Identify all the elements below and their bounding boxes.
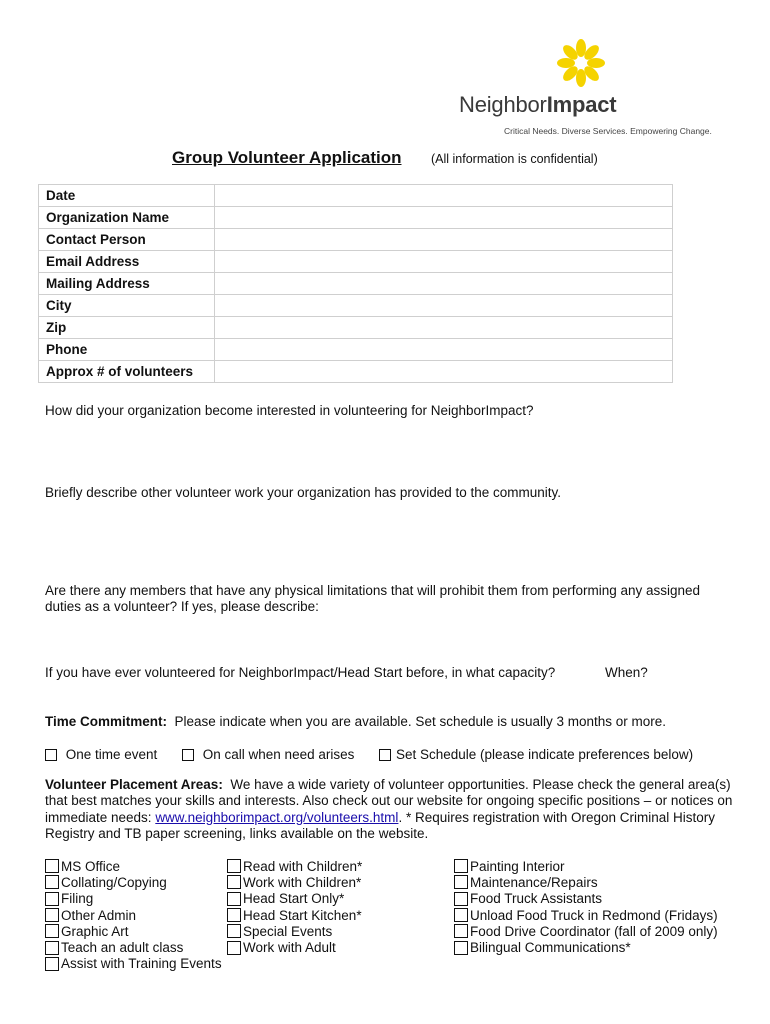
item-label: Painting Interior bbox=[470, 858, 565, 874]
table-row bbox=[39, 229, 673, 251]
item-label: Maintenance/Repairs bbox=[470, 874, 598, 890]
item-label: Collating/Copying bbox=[61, 874, 167, 890]
checkbox[interactable] bbox=[227, 924, 241, 938]
logo-wordmark: NeighborImpact bbox=[459, 92, 617, 117]
list-item[interactable] bbox=[227, 858, 362, 874]
checkbox[interactable] bbox=[45, 957, 59, 971]
placement-areas-intro bbox=[45, 777, 735, 842]
list-item[interactable] bbox=[454, 907, 718, 923]
list-item[interactable] bbox=[45, 923, 222, 939]
table-row bbox=[39, 339, 673, 361]
field-label: Zip bbox=[39, 317, 215, 339]
checkbox[interactable] bbox=[227, 875, 241, 889]
volunteer-count-field[interactable] bbox=[215, 361, 673, 383]
item-label: Unload Food Truck in Redmond (Fridays) bbox=[470, 907, 718, 923]
areas-column-1 bbox=[45, 858, 222, 972]
list-item[interactable] bbox=[45, 858, 222, 874]
list-item[interactable] bbox=[454, 874, 718, 890]
confidential-note: (All information is confidential) bbox=[431, 152, 598, 166]
option-label: On call when need arises bbox=[202, 747, 355, 762]
option-set-schedule[interactable] bbox=[379, 747, 693, 762]
checkbox[interactable] bbox=[45, 924, 59, 938]
checkbox[interactable] bbox=[45, 908, 59, 922]
checkbox[interactable] bbox=[45, 859, 59, 873]
contact-person-field[interactable] bbox=[215, 229, 673, 251]
zip-field[interactable] bbox=[215, 317, 673, 339]
logo-tagline: Critical Needs. Diverse Services. Empowering Change. bbox=[504, 126, 712, 136]
placement-text: We have a wide variety of volunteer opportunities. Please check the general area(s) that best matches your skills and interests. Also check out our website for ongoing specific positions – or notices on immediate needs: bbox=[45, 777, 733, 825]
item-label: Bilingual Communications* bbox=[470, 940, 631, 956]
question-when: When? bbox=[605, 665, 648, 680]
areas-column-2 bbox=[227, 858, 362, 956]
table-row bbox=[39, 207, 673, 229]
mailing-address-field[interactable] bbox=[215, 273, 673, 295]
list-item[interactable] bbox=[454, 891, 718, 907]
placement-note: . * Requires registration with Oregon Criminal History Registry and TB paper screening, links available on the website. bbox=[45, 809, 716, 841]
list-item[interactable] bbox=[454, 858, 718, 874]
volunteers-link[interactable]: www.neighborimpact.org/volunteers.html bbox=[155, 809, 399, 825]
city-field[interactable] bbox=[215, 295, 673, 317]
item-label: Filing bbox=[61, 891, 94, 907]
contact-info-table bbox=[38, 184, 673, 383]
list-item[interactable] bbox=[227, 907, 362, 923]
table-row bbox=[39, 251, 673, 273]
checkbox[interactable] bbox=[454, 941, 468, 955]
list-item[interactable] bbox=[454, 923, 718, 939]
page-title: Group Volunteer Application bbox=[172, 148, 402, 167]
table-row bbox=[39, 361, 673, 383]
item-label: Head Start Kitchen* bbox=[243, 907, 362, 923]
checkbox[interactable] bbox=[45, 892, 59, 906]
item-label: Assist with Training Events bbox=[61, 956, 222, 972]
list-item[interactable] bbox=[45, 956, 222, 972]
item-label: Work with Children* bbox=[243, 874, 362, 890]
sunflower-icon bbox=[556, 38, 606, 88]
question-limitations: Are there any members that have any physical limitations that will prohibit them from performing any assigned duties as a volunteer? If yes, please describe: bbox=[45, 583, 701, 614]
list-item[interactable] bbox=[45, 939, 222, 955]
checkbox[interactable] bbox=[45, 941, 59, 955]
checkbox[interactable] bbox=[454, 875, 468, 889]
list-item[interactable] bbox=[45, 891, 222, 907]
table-row bbox=[39, 317, 673, 339]
item-label: Food Drive Coordinator (fall of 2009 only) bbox=[470, 923, 718, 939]
field-label: Date bbox=[39, 185, 215, 207]
field-label: Organization Name bbox=[39, 207, 215, 229]
option-on-call[interactable] bbox=[182, 747, 354, 762]
checkbox[interactable] bbox=[227, 908, 241, 922]
checkbox[interactable] bbox=[45, 875, 59, 889]
checkbox[interactable] bbox=[227, 859, 241, 873]
neighborimpact-logo bbox=[456, 38, 712, 142]
date-field[interactable] bbox=[215, 185, 673, 207]
item-label: Head Start Only* bbox=[243, 891, 345, 907]
list-item[interactable] bbox=[45, 907, 222, 923]
question-previous-volunteer: If you have ever volunteered for NeighborImpact/Head Start before, in what capacity? bbox=[45, 665, 556, 680]
checkbox[interactable] bbox=[454, 859, 468, 873]
item-label: Food Truck Assistants bbox=[470, 891, 603, 907]
list-item[interactable] bbox=[45, 874, 222, 890]
checkbox[interactable] bbox=[227, 941, 241, 955]
checkbox[interactable] bbox=[227, 892, 241, 906]
list-item[interactable] bbox=[227, 939, 362, 955]
checkbox[interactable] bbox=[454, 924, 468, 938]
checkbox[interactable] bbox=[379, 749, 391, 761]
option-label: One time event bbox=[65, 747, 158, 762]
checkbox[interactable] bbox=[182, 749, 194, 761]
placement-label: Volunteer Placement Areas: bbox=[45, 777, 223, 792]
question-interest: How did your organization become interested in volunteering for NeighborImpact? bbox=[45, 403, 534, 418]
item-label: MS Office bbox=[61, 858, 121, 874]
phone-field[interactable] bbox=[215, 339, 673, 361]
field-label: Email Address bbox=[39, 251, 215, 273]
table-row bbox=[39, 185, 673, 207]
field-label: Approx # of volunteers bbox=[39, 361, 215, 383]
item-label: Special Events bbox=[243, 923, 333, 939]
checkbox[interactable] bbox=[454, 908, 468, 922]
option-label: Set Schedule (please indicate preferences below) bbox=[396, 747, 694, 762]
item-label: Read with Children* bbox=[243, 858, 363, 874]
areas-column-3 bbox=[454, 858, 718, 956]
list-item[interactable] bbox=[227, 923, 362, 939]
item-label: Other Admin bbox=[61, 907, 137, 923]
item-label: Graphic Art bbox=[61, 923, 129, 939]
time-commitment bbox=[45, 714, 666, 729]
list-item[interactable] bbox=[454, 939, 718, 955]
time-commitment-text: Please indicate when you are available. Set schedule is usually 3 months or more. bbox=[174, 714, 667, 729]
time-commitment-label: Time Commitment: bbox=[45, 714, 168, 729]
field-label: City bbox=[39, 295, 215, 317]
table-row bbox=[39, 295, 673, 317]
field-label: Mailing Address bbox=[39, 273, 215, 295]
checkbox[interactable] bbox=[454, 892, 468, 906]
question-other-work: Briefly describe other volunteer work your organization has provided to the community. bbox=[45, 485, 562, 500]
table-row bbox=[39, 273, 673, 295]
email-address-field[interactable] bbox=[215, 251, 673, 273]
item-label: Work with Adult bbox=[243, 940, 336, 956]
checkbox[interactable] bbox=[45, 749, 57, 761]
list-item[interactable] bbox=[227, 891, 362, 907]
list-item[interactable] bbox=[227, 874, 362, 890]
item-label: Teach an adult class bbox=[61, 940, 184, 956]
field-label: Phone bbox=[39, 339, 215, 361]
organization-name-field[interactable] bbox=[215, 207, 673, 229]
option-one-time-event[interactable] bbox=[45, 747, 157, 762]
field-label: Contact Person bbox=[39, 229, 215, 251]
